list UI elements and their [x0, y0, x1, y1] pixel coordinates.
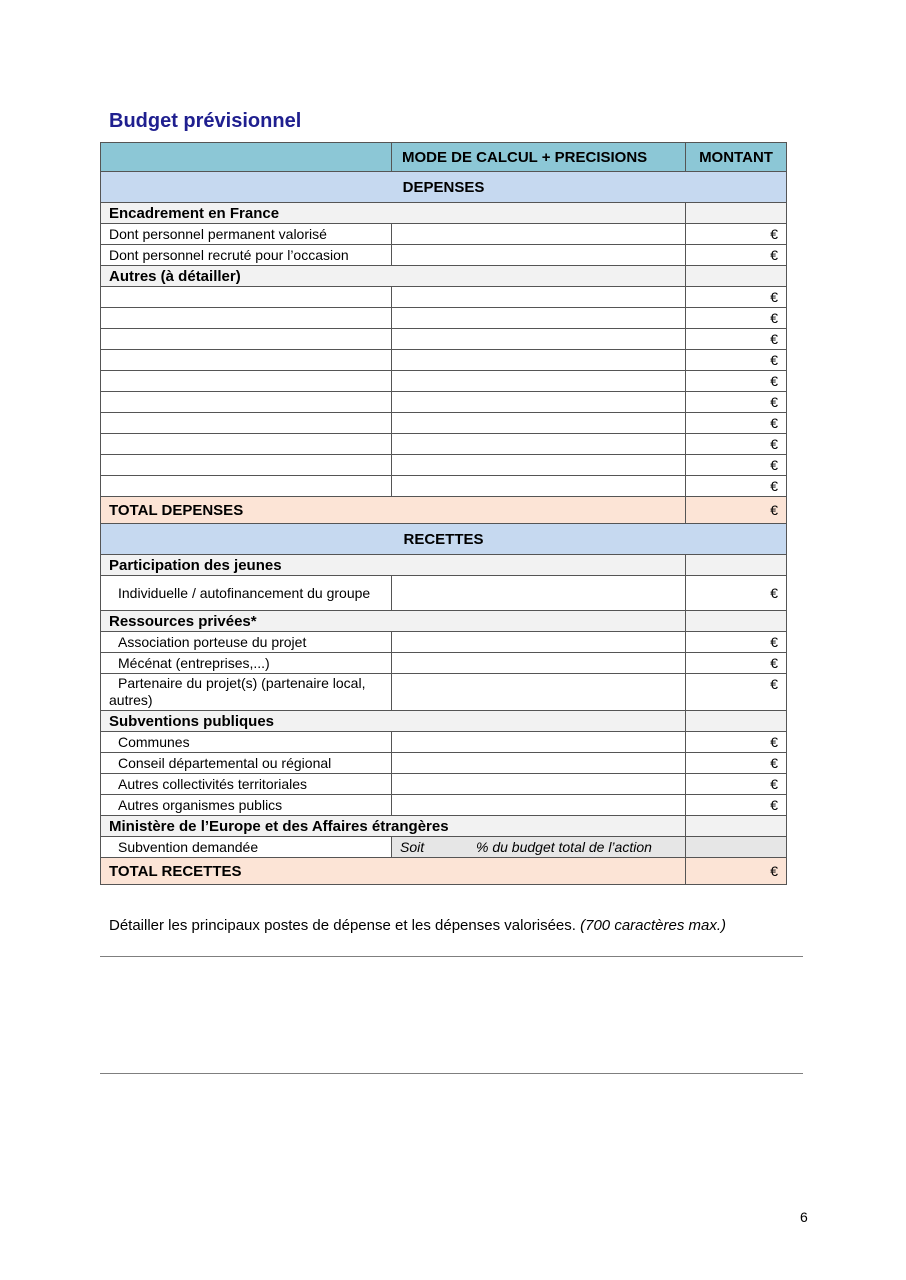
- calc-field[interactable]: [392, 329, 686, 350]
- row-label: Partenaire du projet(s) (partenaire local, autres): [101, 674, 392, 711]
- table-row: [101, 224, 787, 245]
- category-label: Subventions publiques: [101, 711, 686, 732]
- amount-field[interactable]: €: [686, 413, 787, 434]
- amount-field[interactable]: €: [686, 732, 787, 753]
- table-row: [101, 455, 787, 476]
- instruction-main: Détailler les principaux postes de dépense et les dépenses valorisées.: [109, 917, 576, 934]
- header-blank: [101, 143, 392, 172]
- amount-field-disabled: [686, 837, 787, 858]
- amount-field[interactable]: €: [686, 371, 787, 392]
- amount-field[interactable]: €: [686, 392, 787, 413]
- category-ministere: [101, 816, 787, 837]
- calc-field[interactable]: [392, 434, 686, 455]
- table-row: [101, 392, 787, 413]
- label-field[interactable]: [101, 329, 392, 350]
- category-label: Ministère de l’Europe et des Affaires étrangères: [101, 816, 686, 837]
- calc-field[interactable]: [392, 753, 686, 774]
- amount-field[interactable]: €: [686, 795, 787, 816]
- row-label: Conseil départemental ou régional: [101, 753, 392, 774]
- table-row: [101, 329, 787, 350]
- calc-field[interactable]: [392, 413, 686, 434]
- row-label: Communes: [101, 732, 392, 753]
- calc-field[interactable]: [392, 287, 686, 308]
- amount-field[interactable]: €: [686, 224, 787, 245]
- table-row: [101, 837, 787, 858]
- amount-field[interactable]: €: [686, 753, 787, 774]
- table-row: [101, 795, 787, 816]
- calc-field[interactable]: [392, 476, 686, 497]
- amount-field[interactable]: €: [686, 287, 787, 308]
- section-depenses-label: DEPENSES: [101, 172, 787, 203]
- table-row: [101, 371, 787, 392]
- total-depenses-row: [101, 497, 787, 524]
- category-autres: [101, 266, 787, 287]
- table-row: [101, 774, 787, 795]
- total-depenses-label: TOTAL DEPENSES: [101, 497, 686, 524]
- page-title: Budget prévisionnel: [109, 110, 302, 132]
- soit-label: Soit: [400, 839, 425, 855]
- label-field[interactable]: [101, 371, 392, 392]
- label-field[interactable]: [101, 413, 392, 434]
- table-row: [101, 732, 787, 753]
- instruction-text: [109, 917, 726, 934]
- calc-field[interactable]: [392, 245, 686, 266]
- table-row: [101, 476, 787, 497]
- calc-field[interactable]: [392, 632, 686, 653]
- instruction-hint: (700 caractères max.): [580, 917, 727, 934]
- amount-field[interactable]: €: [686, 576, 787, 611]
- section-recettes-label: RECETTES: [101, 524, 787, 555]
- calc-field[interactable]: [392, 371, 686, 392]
- label-field[interactable]: [101, 434, 392, 455]
- calc-field[interactable]: [392, 653, 686, 674]
- label-field[interactable]: [101, 287, 392, 308]
- calc-field[interactable]: [392, 308, 686, 329]
- amount-field[interactable]: €: [686, 350, 787, 371]
- category-label: Ressources privées*: [101, 611, 686, 632]
- total-recettes-row: [101, 858, 787, 885]
- total-recettes-amount[interactable]: €: [686, 858, 787, 885]
- category-amount-blank: [686, 611, 787, 632]
- table-row: [101, 287, 787, 308]
- amount-field[interactable]: €: [686, 245, 787, 266]
- row-label: Mécénat (entreprises,...): [101, 653, 392, 674]
- header-mode-calcul: MODE DE CALCUL + PRECISIONS: [392, 143, 686, 172]
- table-row: [101, 434, 787, 455]
- table-row: [101, 308, 787, 329]
- amount-field[interactable]: €: [686, 329, 787, 350]
- table-row: [101, 413, 787, 434]
- row-label: Dont personnel permanent valorisé: [101, 224, 392, 245]
- label-field[interactable]: [101, 308, 392, 329]
- row-label: Autres organismes publics: [101, 795, 392, 816]
- category-amount-blank: [686, 203, 787, 224]
- row-label: Dont personnel recruté pour l’occasion: [101, 245, 392, 266]
- label-field[interactable]: [101, 392, 392, 413]
- amount-field[interactable]: €: [686, 674, 787, 711]
- row-label: Individuelle / autofinancement du groupe: [101, 576, 392, 611]
- category-publiques: [101, 711, 787, 732]
- table-row: [101, 245, 787, 266]
- category-amount-blank: [686, 266, 787, 287]
- category-label: Participation des jeunes: [101, 555, 686, 576]
- category-amount-blank: [686, 555, 787, 576]
- category-participation: [101, 555, 787, 576]
- category-encadrement: [101, 203, 787, 224]
- amount-field[interactable]: €: [686, 653, 787, 674]
- calc-field[interactable]: [392, 674, 686, 711]
- header-montant: MONTANT: [686, 143, 787, 172]
- category-amount-blank: [686, 816, 787, 837]
- amount-field[interactable]: €: [686, 434, 787, 455]
- label-field[interactable]: [101, 455, 392, 476]
- calc-field[interactable]: [392, 774, 686, 795]
- category-amount-blank: [686, 711, 787, 732]
- amount-field[interactable]: €: [686, 308, 787, 329]
- amount-field[interactable]: €: [686, 632, 787, 653]
- table-header-row: [101, 143, 787, 172]
- calc-field[interactable]: [392, 350, 686, 371]
- label-field[interactable]: [101, 476, 392, 497]
- total-recettes-label: TOTAL RECETTES: [101, 858, 686, 885]
- table-row: [101, 653, 787, 674]
- table-row: [101, 576, 787, 611]
- row-label: Autres collectivités territoriales: [101, 774, 392, 795]
- section-recettes: [101, 524, 787, 555]
- category-label: Autres (à détailler): [101, 266, 686, 287]
- table-row: [101, 753, 787, 774]
- amount-field[interactable]: €: [686, 476, 787, 497]
- section-depenses: [101, 172, 787, 203]
- calc-field[interactable]: [392, 455, 686, 476]
- category-label: Encadrement en France: [101, 203, 686, 224]
- table-row: [101, 350, 787, 371]
- calc-field[interactable]: [392, 392, 686, 413]
- page-number: 6: [800, 1209, 808, 1225]
- budget-table: [100, 142, 787, 885]
- calc-field[interactable]: [392, 795, 686, 816]
- label-field[interactable]: [101, 350, 392, 371]
- row-label: Subvention demandée: [101, 837, 392, 858]
- row-label: Association porteuse du projet: [101, 632, 392, 653]
- text-area-bottom-rule: [100, 1073, 803, 1074]
- amount-field[interactable]: €: [686, 455, 787, 476]
- percentage-field[interactable]: [392, 837, 686, 858]
- text-area-top-rule: [100, 956, 803, 957]
- percentage-label: % du budget total de l’action: [476, 839, 652, 855]
- calc-field[interactable]: [392, 732, 686, 753]
- category-privees: [101, 611, 787, 632]
- amount-field[interactable]: €: [686, 774, 787, 795]
- calc-field[interactable]: [392, 576, 686, 611]
- calc-field[interactable]: [392, 224, 686, 245]
- total-depenses-amount[interactable]: €: [686, 497, 787, 524]
- table-row: [101, 674, 787, 711]
- table-row: [101, 632, 787, 653]
